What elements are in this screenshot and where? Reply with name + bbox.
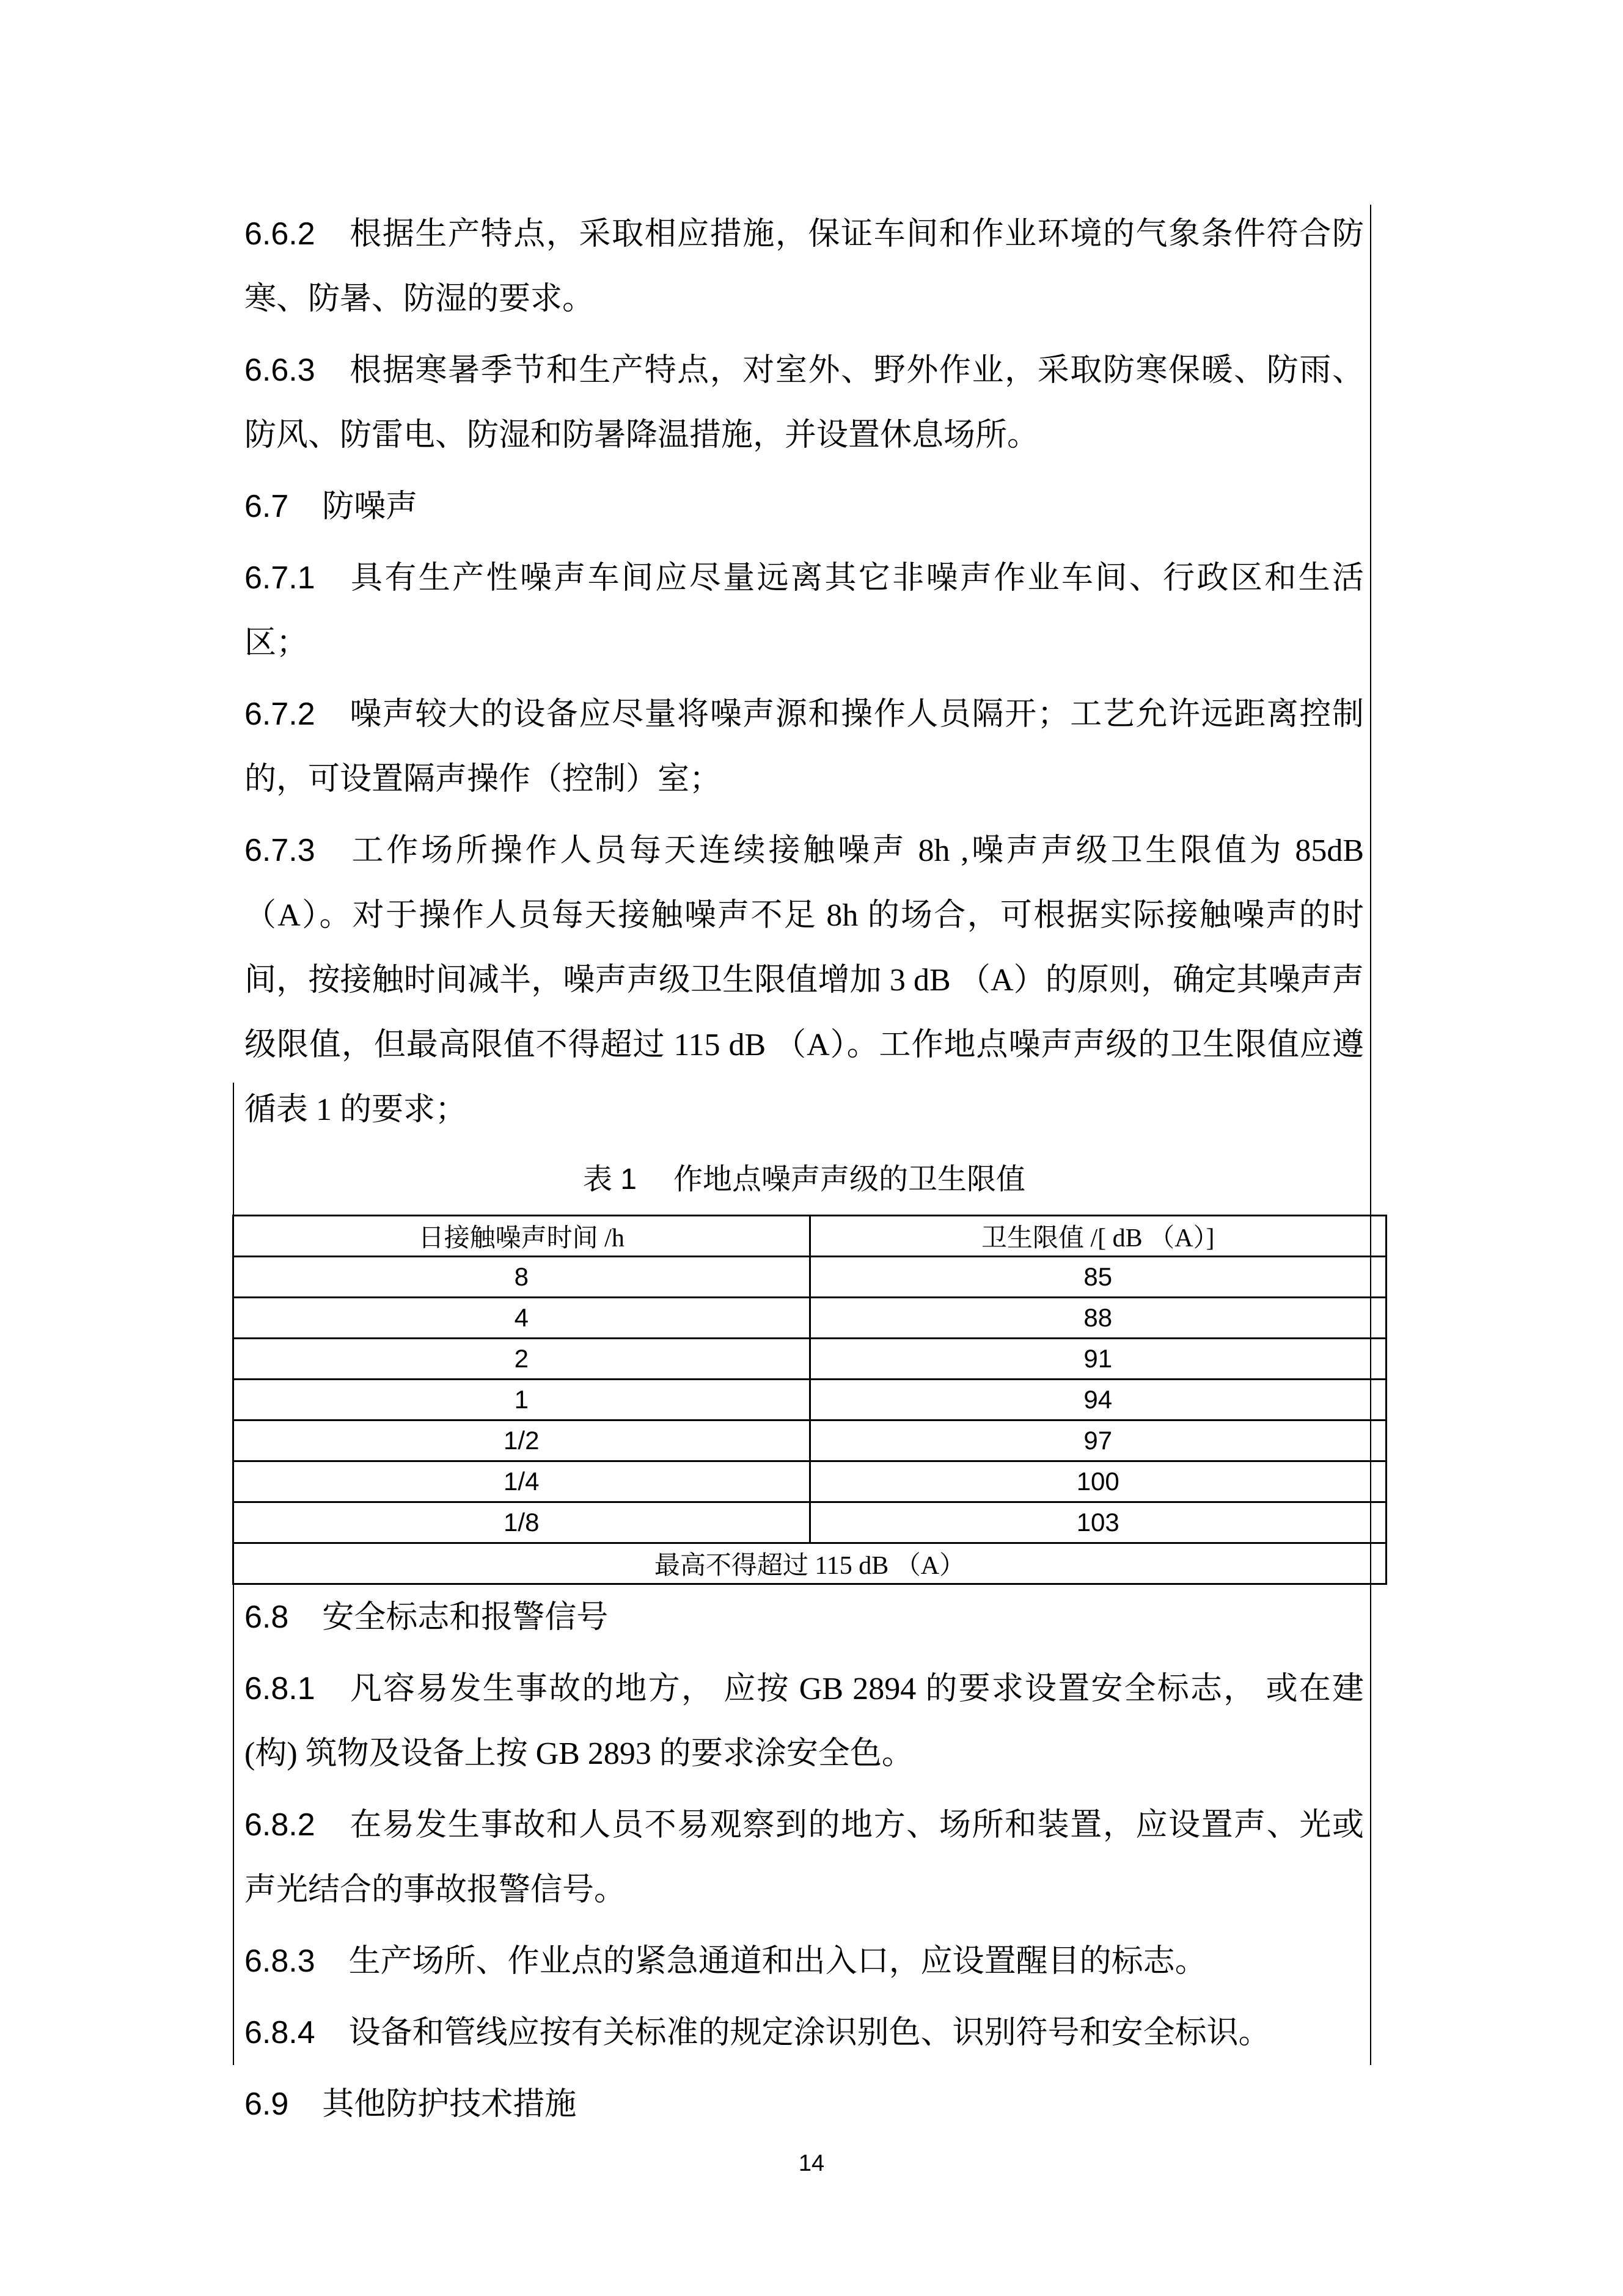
paragraph (244, 818, 1364, 1143)
paragraph (244, 2000, 1364, 2066)
table-footer-row (233, 1543, 1387, 1584)
content-right-border (1370, 205, 1371, 2065)
paragraph (244, 682, 1364, 812)
section-number: 6.6.2 (244, 216, 315, 252)
table-cell: 8 (233, 1257, 810, 1298)
table-title-prefix: 表 1 (582, 1163, 637, 1196)
section-number: 6.9 (244, 2086, 289, 2122)
paragraph (244, 546, 1364, 676)
table-cell: 88 (810, 1298, 1387, 1339)
paragraph-text: 根据寒暑季节和生产特点，对室外、野外作业，采取防寒保暖、防雨、防风、防雷电、防湿和防暑降温措施，并设置休息场所。 (244, 353, 1364, 453)
document-content (244, 202, 1364, 2143)
paragraph (244, 338, 1364, 468)
paragraph (244, 1656, 1364, 1786)
paragraph (244, 2072, 1364, 2137)
paragraph (244, 474, 1364, 539)
section-number: 6.8.3 (244, 1943, 315, 1979)
table-row (233, 1380, 1387, 1420)
section-number: 6.8.2 (244, 1807, 315, 1843)
table-header-cell: 日接触噪声时间 /h (233, 1216, 810, 1257)
table-row (233, 1502, 1387, 1543)
section-number: 6.8.4 (244, 2015, 315, 2050)
table-row (233, 1298, 1387, 1339)
table-cell: 1/8 (233, 1502, 810, 1543)
paragraph-text: 凡容易发生事故的地方， 应按 GB 2894 的要求设置安全标志， 或在建 (构) 筑物及设备上按 GB 2893 的要求涂安全色。 (244, 1672, 1364, 1771)
paragraph-text: 防噪声 (322, 489, 418, 524)
noise-limit-table (232, 1215, 1387, 1585)
table-row (233, 1461, 1387, 1502)
paragraph (244, 1929, 1364, 1994)
paragraph (244, 202, 1364, 332)
table-title-text: 作地点噪声声级的卫生限值 (673, 1163, 1026, 1196)
table-cell: 1/2 (233, 1420, 810, 1461)
paragraph-text: 根据生产特点，采取相应措施，保证车间和作业环境的气象条件符合防寒、防暑、防湿的要求。 (244, 217, 1364, 316)
paragraph-text: 具有生产性噪声车间应尽量远离其它非噪声作业车间、行政区和生活区； (244, 561, 1364, 660)
paragraph-text: 工作场所操作人员每天连续接触噪声 8h ,噪声声级卫生限值为 85dB（A）。对于操作人员每天接触噪声不足 8h 的场合，可根据实际接触噪声的时间，按接触时间减半，噪声声级卫生限值增加 3 dB （A）的原则，确定其噪声声级限值，但最高限值不得超过 115 dB （A）。工作地点噪声声级的卫生限值应遵循表 1 的要求； (244, 833, 1364, 1127)
table-cell: 103 (810, 1502, 1387, 1543)
table-footer-cell: 最高不得超过 115 dB （A） (233, 1543, 1387, 1584)
table-cell: 1/4 (233, 1461, 810, 1502)
table-cell: 1 (233, 1380, 810, 1420)
paragraph-text: 其他防护技术措施 (322, 2087, 577, 2122)
page-number: 14 (798, 2151, 825, 2176)
table-row (233, 1257, 1387, 1298)
table-header-row (233, 1216, 1387, 1257)
paragraph (244, 1585, 1364, 1650)
paragraph-text: 设备和管线应按有关标准的规定涂识别色、识别符号和安全标识。 (348, 2016, 1270, 2050)
paragraph (244, 1793, 1364, 1923)
section-number: 6.7.1 (244, 560, 315, 596)
table-header-cell: 卫生限值 /[ dB （A）] (810, 1216, 1387, 1257)
table-row (233, 1420, 1387, 1461)
table-title (244, 1158, 1364, 1201)
section-number: 6.7.2 (244, 696, 315, 732)
paragraph-text: 安全标志和报警信号 (322, 1600, 609, 1635)
table-row (233, 1339, 1387, 1380)
table-cell: 97 (810, 1420, 1387, 1461)
section-number: 6.7.3 (244, 833, 315, 868)
paragraph-text: 噪声较大的设备应尽量将噪声源和操作人员隔开；工艺允许远距离控制的，可设置隔声操作（控制）室； (244, 697, 1364, 797)
section-number: 6.8 (244, 1600, 289, 1635)
table-cell: 100 (810, 1461, 1387, 1502)
section-number: 6.8.1 (244, 1671, 315, 1706)
paragraph-text: 生产场所、作业点的紧急通道和出入口，应设置醒目的标志。 (348, 1944, 1207, 1979)
table-cell: 94 (810, 1380, 1387, 1420)
table-cell: 2 (233, 1339, 810, 1380)
section-number: 6.7 (244, 489, 289, 524)
section-number: 6.6.3 (244, 353, 315, 388)
paragraph-text: 在易发生事故和人员不易观察到的地方、场所和装置，应设置声、光或声光结合的事故报警信号。 (244, 1808, 1364, 1907)
table-cell: 4 (233, 1298, 810, 1339)
table-cell: 85 (810, 1257, 1387, 1298)
table-cell: 91 (810, 1339, 1387, 1380)
